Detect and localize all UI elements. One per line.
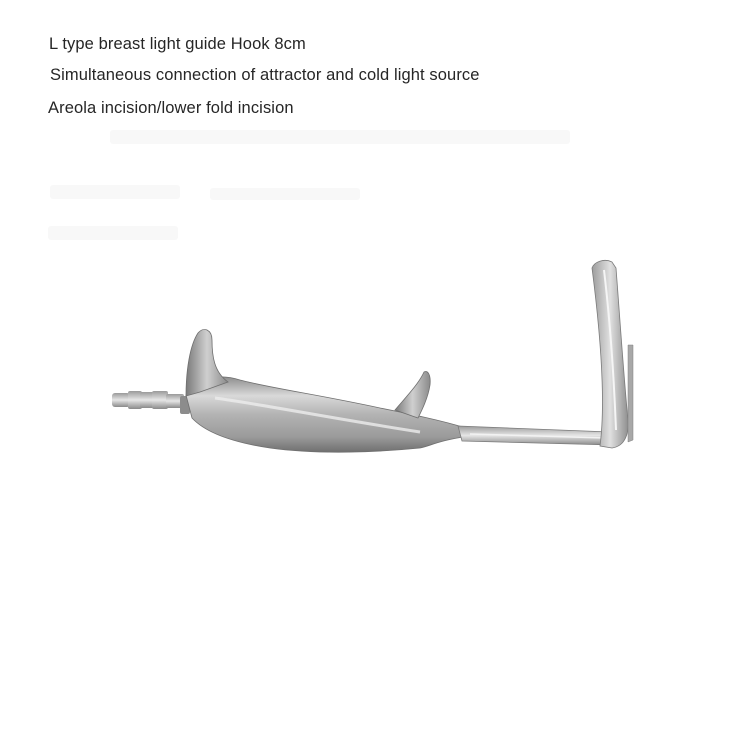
blade [592, 260, 628, 448]
caption-usage: Areola incision/lower fold incision [48, 99, 294, 117]
suction-connector [112, 391, 190, 414]
product-photo [0, 140, 730, 730]
caption-title: L type breast light guide Hook 8cm [49, 35, 306, 53]
light-guide-rod [628, 345, 633, 442]
thumb-spur [395, 372, 430, 418]
caption-feature: Simultaneous connection of attractor and cold light source [50, 66, 480, 84]
